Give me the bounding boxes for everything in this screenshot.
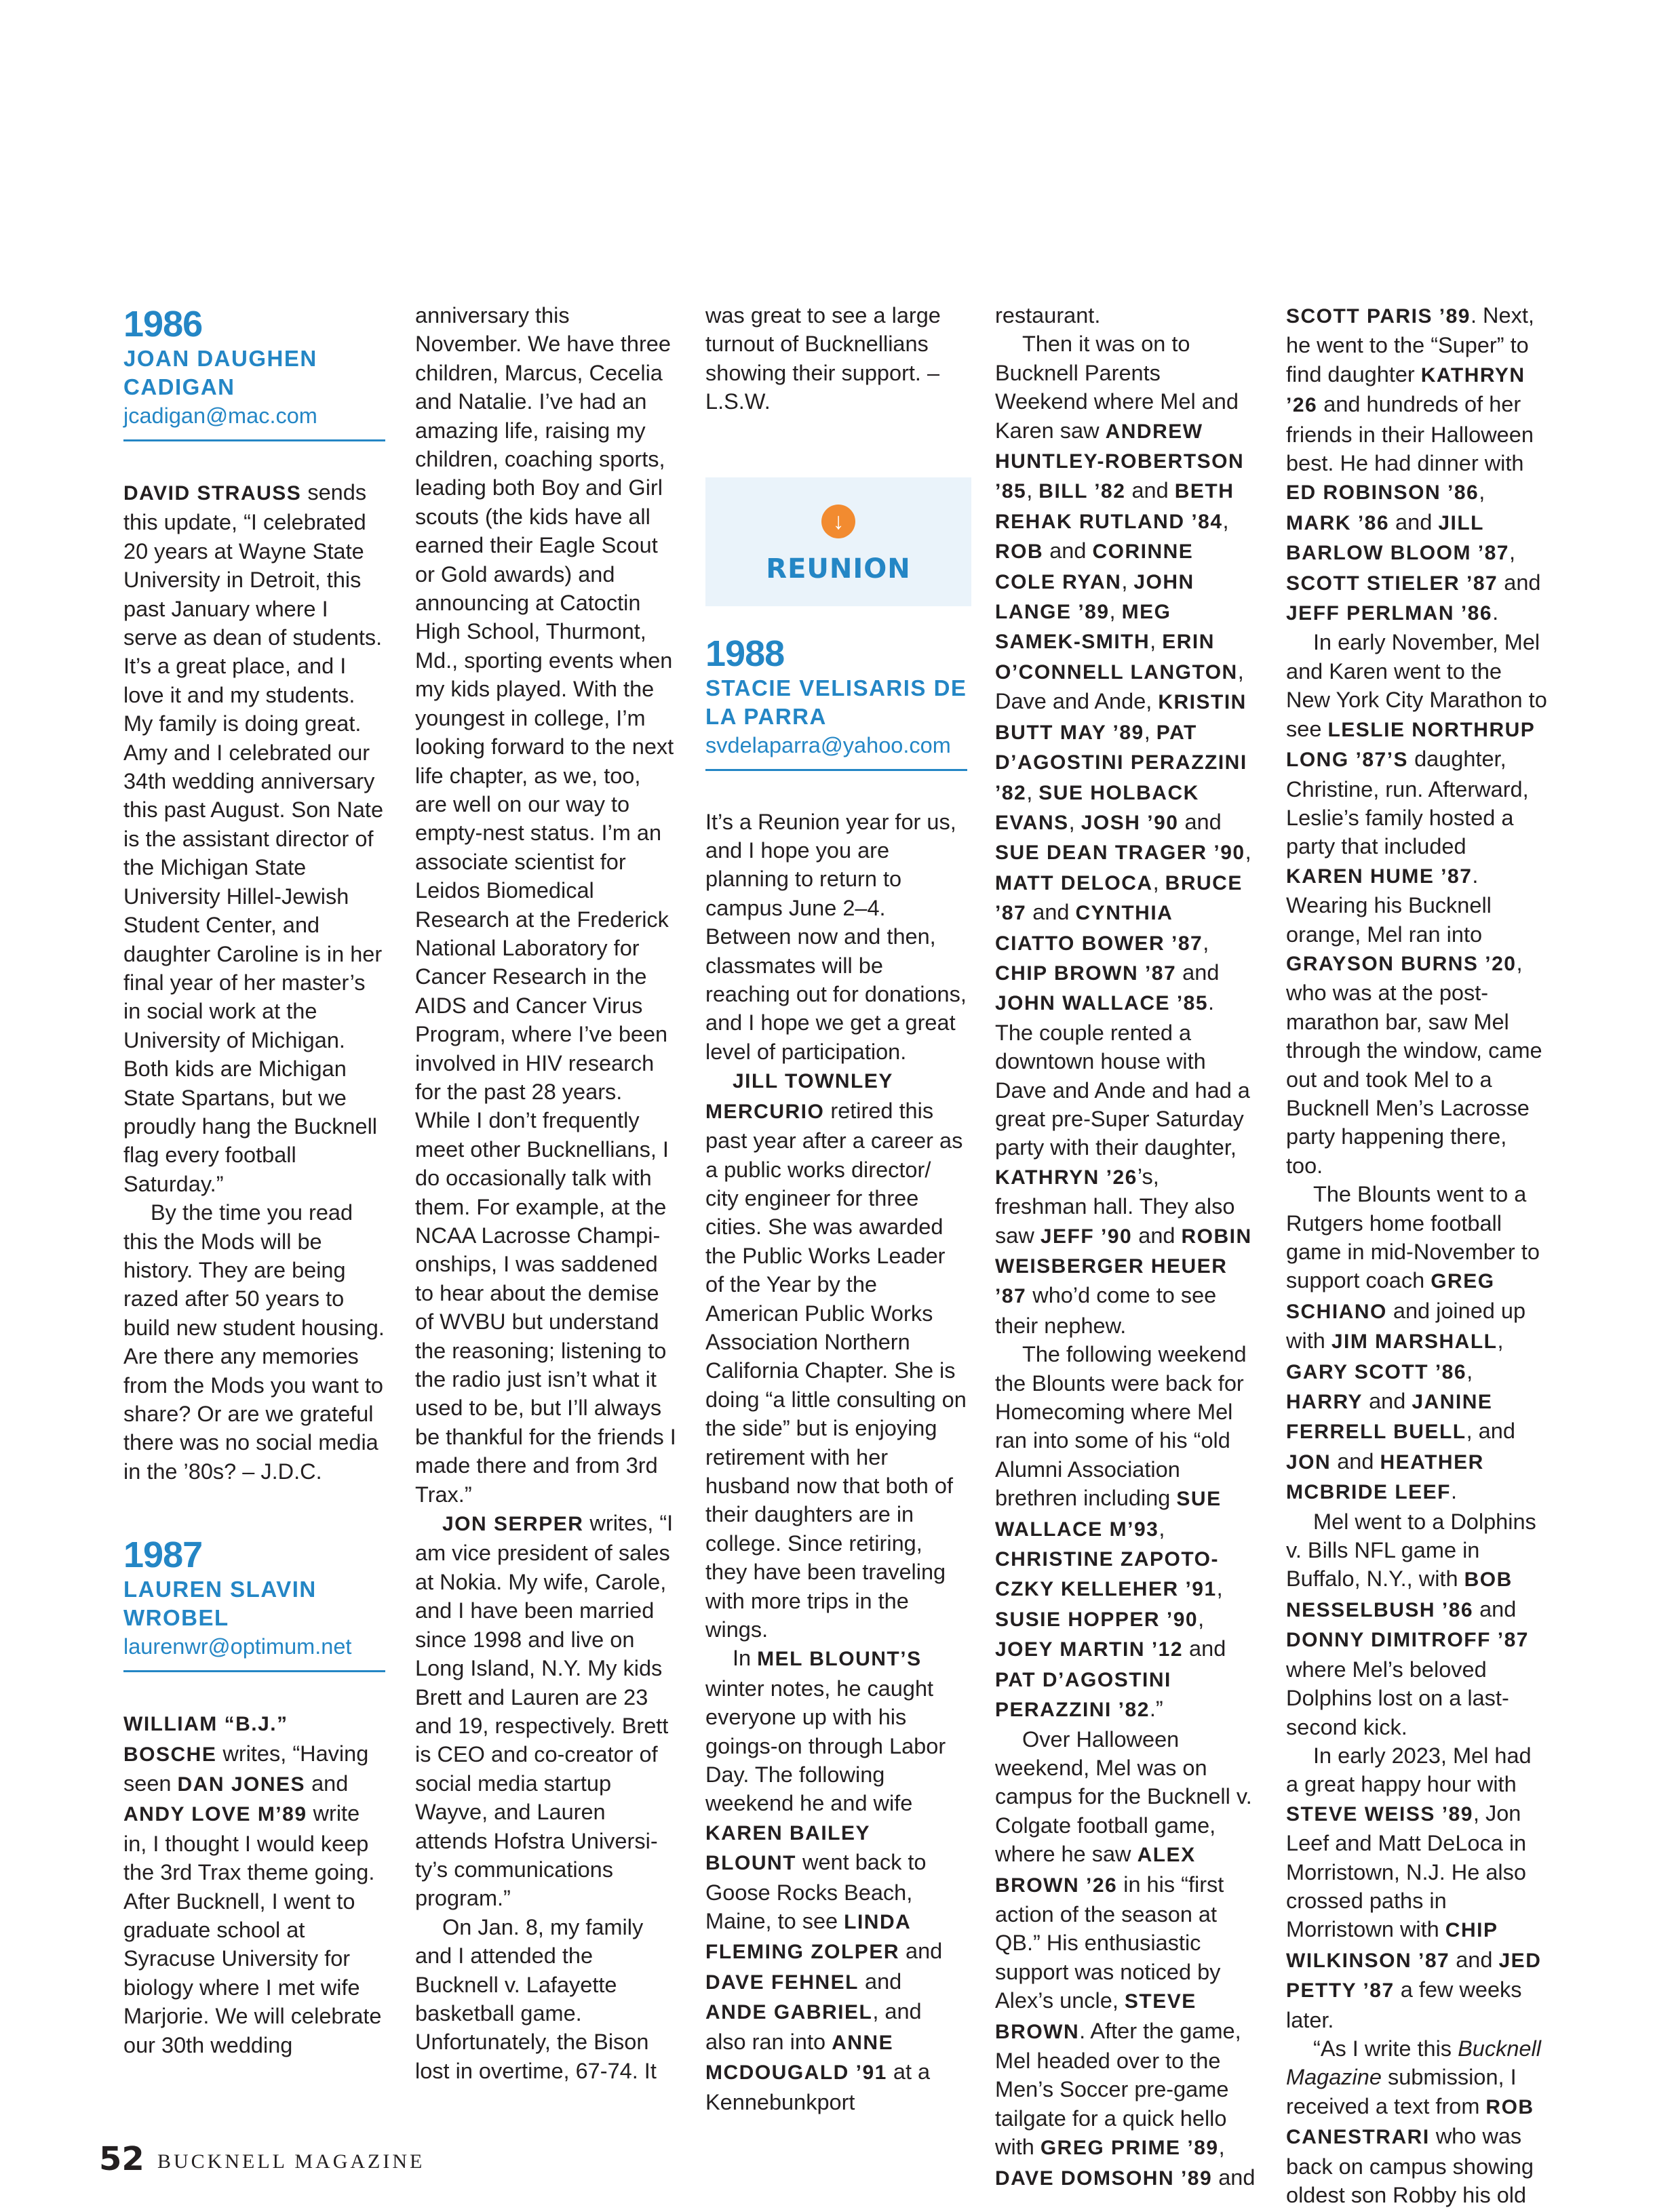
correspondent-email-1988[interactable]: svdelaparra@yahoo.com — [705, 732, 951, 757]
paragraph: The following weekend the Blounts were back for Homecoming where Mel ran into some of his “old Alumni Association brethren including SUE WALLACE M’93, CHRISTINE ZAPOTOCZKY KELLEHER ’91, SUSIE HOPPER ’90, JOEY MARTIN ’12 and PAT D’AGOSTINI PERAZZINI ’82.” — [995, 1342, 1247, 1722]
paragraph: It’s a Reunion year for us, and I hope you are planning to return to campus June 2–4. Between now and then, classmates will be reaching out for donations, and I hope we get a great level of participation. — [705, 809, 967, 1064]
reunion-label: REUNION — [766, 553, 911, 585]
class-year-1987: 1987 — [123, 1535, 203, 1576]
column-3 — [705, 301, 967, 2116]
page-number: 52 — [99, 2140, 144, 2178]
paragraph: In MEL BLOUNT’S winter notes, he caught everyone up with his goings-on through Labor Day. The following weekend he and wife KAREN BAILEY BLOUNT went back to Goose Rocks Beach, Maine, to see LINDA FLEMING ZOLPER and DAVE FEHNEL and ANDE GABRIEL, and also ran into ANNE MCDOUGALD ’91 at a Kennebunkport — [705, 1646, 946, 2114]
column-4 — [995, 301, 1257, 2193]
reunion-banner — [705, 477, 971, 606]
paragraph: The Blounts went to a Rutgers home football game in mid-November to support coach GREG SCHIANO and joined up with JIM MARSHALL, GARY SCOTT ’86, HARRY and JANINE FERRELL BUELL, and JON and HEATHER MCBRIDE LEEF. — [1286, 1182, 1540, 1504]
paragraph: In early 2023, Mel had a great happy hour with STEVE WEISS ’89, Jon Leef and Matt DeLoca in Morristown, N.J. He also crossed paths in Morristown with CHIP WILKINSON ’87 and JED PETTY ’87 a few weeks later. — [1286, 1743, 1542, 2032]
class-correspondent-1986: JOAN DAUGHEN CADIGAN — [123, 346, 317, 399]
paragraph: Mel went to a Dolphins v. Bills NFL game in Buffalo, N.Y., with BOB NESSELBUSH ’86 and DONNY DIMITROFF ’87 where Mel’s beloved Dolphins lost on a last-second kick. — [1286, 1509, 1536, 1739]
column-1 — [123, 301, 385, 2059]
correspondent-email-1986[interactable]: jcadigan@mac.com — [123, 403, 317, 428]
paragraph: restaurant. — [995, 303, 1101, 328]
column-2 — [415, 301, 677, 2085]
paragraph: WILLIAM “B.J.” BOSCHE writes, “Having seen DAN JONES and ANDY LOVE M’89 write in, I thought I would keep the 3rd Trax theme going. After Bucknell, I went to graduate school at Syracuse University for biology where I met wife Marjorie. We will celebrate our 30th wedding — [123, 1713, 382, 2057]
paragraph: On Jan. 8, my family and I attended the Bucknell v. Lafayette basketball game. Unfortunately, the Bison lost in overtime, 67-74. It — [415, 1914, 657, 2083]
column-5 — [1286, 301, 1548, 2209]
class-year-1986: 1986 — [123, 304, 203, 344]
class-correspondent-1988: STACIE VELISARIS DE LA PARRA — [705, 675, 967, 729]
paragraph: SCOTT PARIS ’89. Next, he went to the “Super” to find daughter KATHRYN ’26 and hundreds of her friends in their Halloween best. He had dinner with ED ROBINSON ’86, MARK ’86 and JILL BARLOW BLOOM ’87, SCOTT STIELER ’87 and JEFF PERLMAN ’86. — [1286, 303, 1541, 625]
paragraph: was great to see a large turnout of Bucknellians showing their support. – L.S.W. — [705, 303, 941, 414]
paragraph: By the time you read this the Mods will be history. They are being razed after 50 years to build new student housing. Are there any memories from the Mods you want to share? Or are we grateful there was no social media in the ’80s? – J.D.C. — [123, 1200, 385, 1484]
magazine-name: BUCKNELL MAGAZINE — [157, 2150, 425, 2173]
paragraph: DAVID STRAUSS sends this update, “I celebrated 20 years at Wayne State University in Detroit, this past January where I serve as dean of students. It’s a great place, and I love it and my students. My family is doing great. Amy and I celebrated our 34th wedding anniversary this past August. Son Nate is the assistant director of the Michigan State University Hillel-Jewish Student Center, and daughter Caroline is in her final year of her master’s in social work at the University of Michigan. Both kids are Michigan State Spartans, but we proudly hang the Bucknell flag every football Saturday.” — [123, 480, 384, 1196]
paragraph: “As I write this Bucknell Magazine submission, I received a text from ROB CANESTRARI who was back on campus showing oldest son Robby his old — [1286, 2036, 1541, 2207]
paragraph: In early November, Mel and Karen went to the New York City Marathon to see LESLIE NORTHRUP LONG ’87’S daughter, Christine, run. Afterward, Leslie’s family hosted a party that included KAREN HUME ’87. Wearing his Bucknell orange, Mel ran into GRAYSON BURNS ’20, who was at the post-marathon bar, saw Mel through the window, came out and took Mel to a Bucknell Men’s Lacrosse party happening there, too. — [1286, 630, 1547, 1178]
arrow-down-circle-icon: ↓ — [821, 505, 855, 538]
class-year-1988: 1988 — [705, 633, 785, 674]
class-correspondent-1987: LAUREN SLAVIN WROBEL — [123, 1577, 317, 1631]
paragraph: JILL TOWNLEY MERCURIO retired this past year after a career as a public works director/ city engineer for three cities. She was awarded the Public Works Leader of the Year by the American Public Works Association Northern California Chapter. She is doing “a little consulting on the side” but is enjoying retirement with her husband now that both of their daughters are in college. Since retiring, they have been traveling with more trips in the wings. — [705, 1070, 967, 1642]
correspondent-email-1987[interactable]: laurenwr@optimum.net — [123, 1634, 352, 1659]
paragraph: Then it was on to Bucknell Parents Weekend where Mel and Karen saw ANDREW HUNTLEY-ROBERTSON ’85, BILL ’82 and BETH REHAK RUTLAND ’84, ROB and CORINNE COLE RYAN, JOHN LANGE ’89, MEG SAMEK-SMITH, ERIN O’CONNELL LANGTON, Dave and Ande, KRISTIN BUTT MAY ’89, PAT D’AGOSTINI PERAZZINI ’82, SUE HOLBACK EVANS, JOSH ’90 and SUE DEAN TRAGER ’90, MATT DELOCA, BRUCE ’87 and CYNTHIA CIATTO BOWER ’87, CHIP BROWN ’87 and JOHN WALLACE ’85. The couple rented a downtown house with Dave and Ande and had a great pre-Super Saturday party with their daughter, KATHRYN ’26’s, freshman hall. They also saw JEFF ’90 and ROBIN WEISBERGER HEUER ’87 who’d come to see their nephew. — [995, 332, 1252, 1338]
paragraph: JON SERPER writes, “I am vice president of sales at Nokia. My wife, Carole, and I have been married since 1998 and live on Long Island, N.Y. My kids Brett and Lauren are 23 and 19, respectively. Brett is CEO and co-creator of social media startup Wayve, and Lauren attends Hofstra University’s communications program.” — [415, 1511, 674, 1911]
paragraph: Over Halloween weekend, Mel was on campus for the Bucknell v. Colgate football game, where he saw ALEX BROWN ’26 in his “first action of the season at QB.” His enthusiastic support was noticed by Alex’s uncle, STEVE BROWN. After the game, Mel headed over to the Men’s Soccer pre-game tailgate for a quick hello with GREG PRIME ’89, DAVE DOMSOHN ’89 and — [995, 1726, 1256, 2190]
paragraph: anniversary this November. We have three children, Marcus, Cecelia and Natalie. I’ve had an amazing life, raising my children, coaching sports, leading both Boy and Girl scouts (the kids have all earned their Eagle Scout or Gold awards) and announcing at Catoctin High School, Thurmont, Md., sporting events when my kids played. With the youngest in college, I’m looking forward to the next life chapter, as we, too, are well on our way to empty-nest status. I’m an associate scientist for Leidos Biomedical Research at the Frederick National Laboratory for Cancer Research in the AIDS and Cancer Virus Program, where I’ve been involved in HIV research for the past 28 years. While I don’t frequently meet other Bucknellians, I do occasionally talk with them. For example, at the NCAA Lacrosse Championships, I was saddened to hear about the demise of WVBU but understand the reasoning; listening to the radio just isn’t what it used to be, but I’ll always be thankful for the friends I made there and from 3rd Trax.” — [415, 303, 676, 1507]
